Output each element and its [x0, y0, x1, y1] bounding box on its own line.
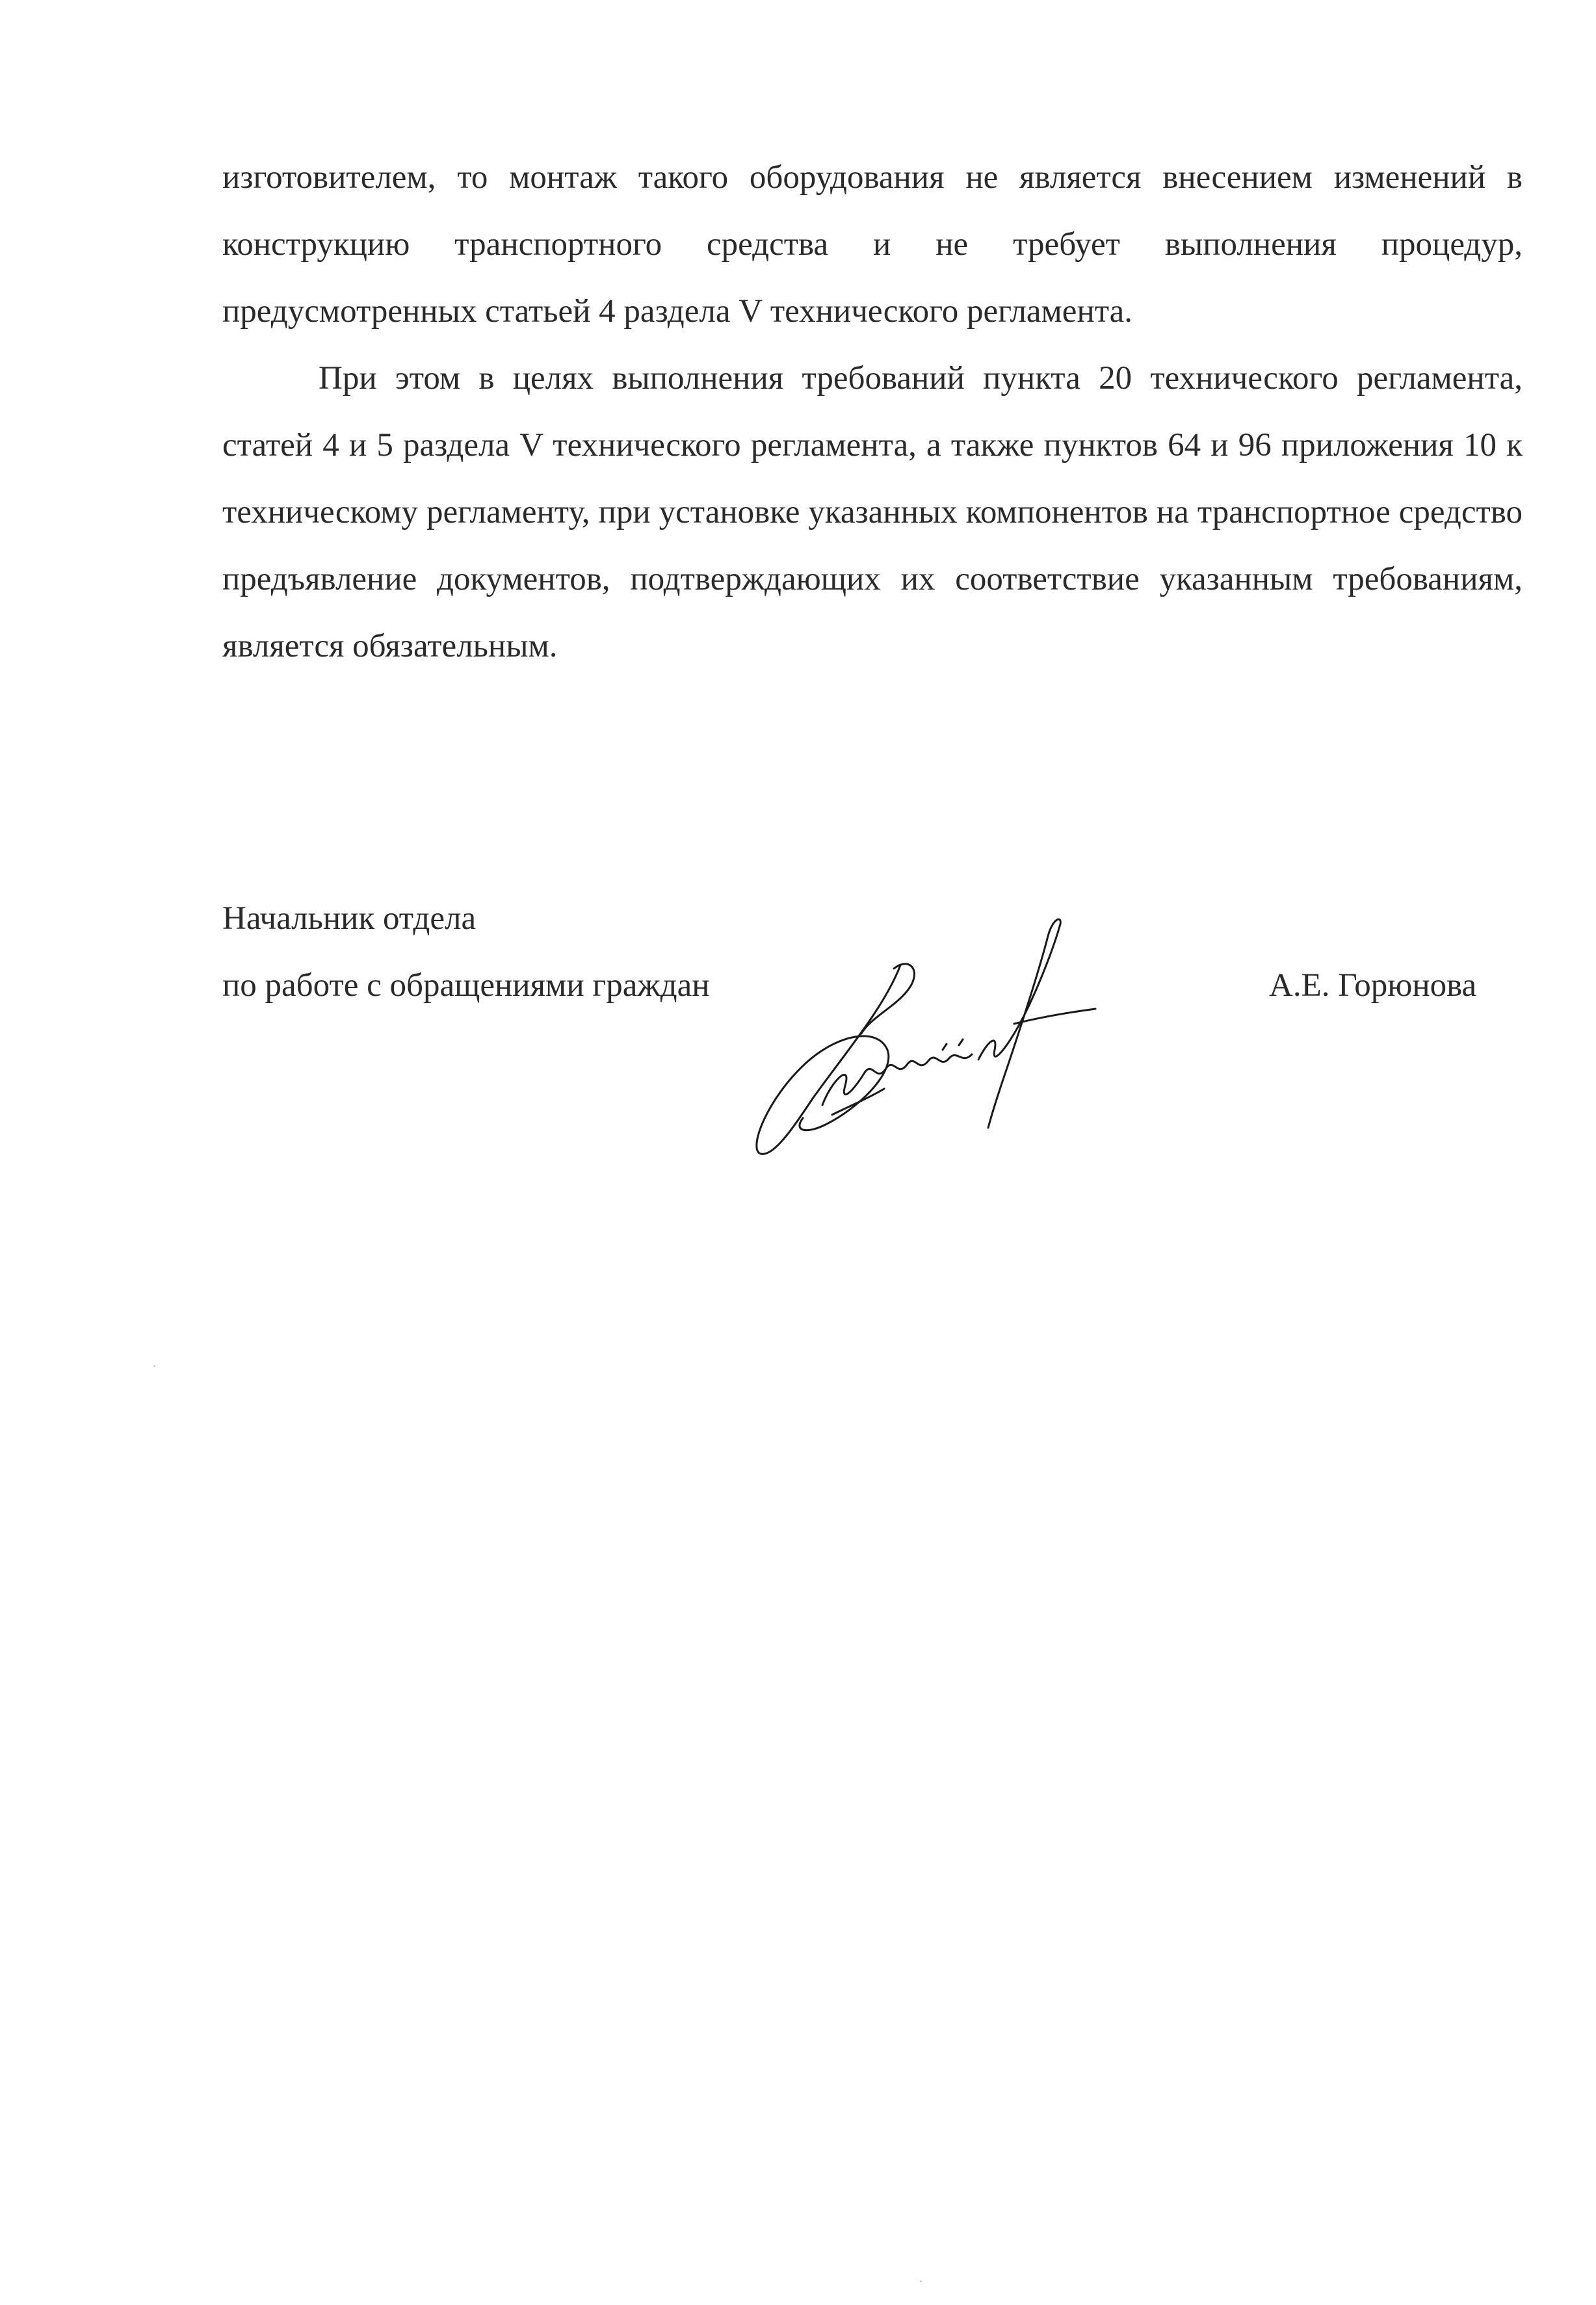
paragraph-continuation: изготовителем, то монтаж такого оборудования не является внесением изменений в конструкцию транспортного средства и не требует выполнения процедур, предусмотренных статьей 4 раздела V технического регламента. [222, 159, 1523, 330]
document-body [222, 144, 1523, 680]
scan-dust-dot [920, 2280, 922, 2282]
signer-position-line1: Начальник отдела [222, 900, 477, 937]
scan-dust-dot [153, 1365, 155, 1367]
paragraph-requirements: При этом в целях выполнения требований пункта 20 технического регламента, статей 4 и 5 раздела V технического регламента, а также пунктов 64 и 96 приложения 10 к техническому регламенту, при установке указанных компонентов на транспортное средство предъявление документов, подтверждающих их соответствие указанным требованиям, является обязательным. [222, 360, 1523, 664]
signer-name: А.Е. Горюнова [1269, 967, 1477, 1004]
signer-position-line2: по работе с обращениями граждан [222, 967, 710, 1004]
handwritten-signature [748, 910, 1112, 1170]
